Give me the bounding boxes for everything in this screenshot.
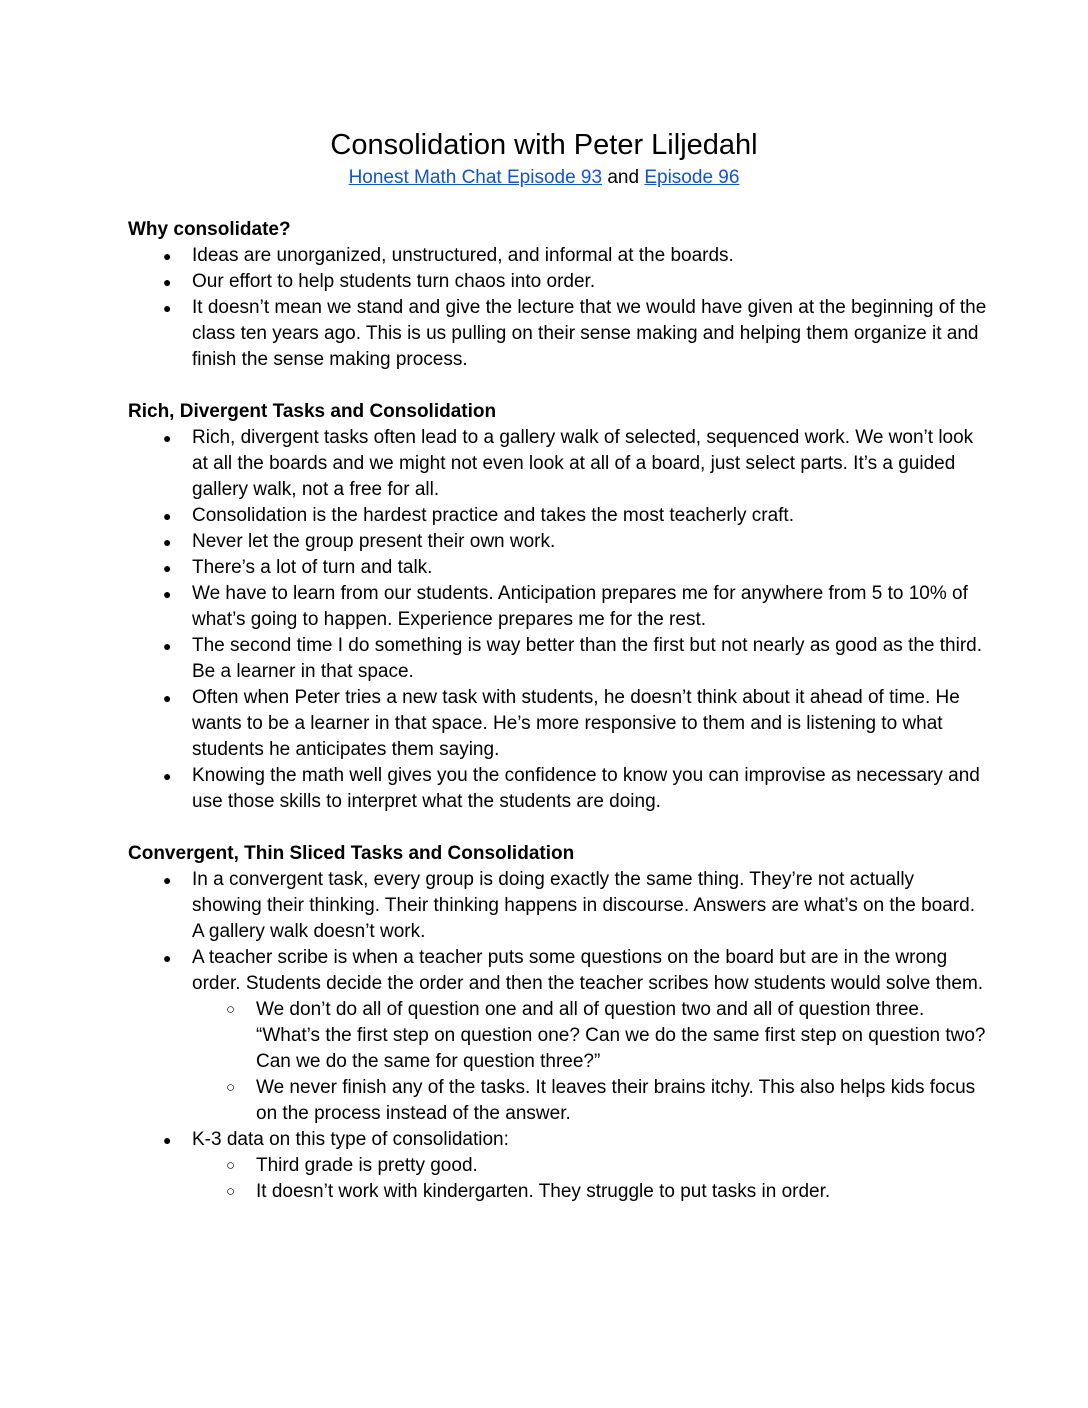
list-item-text: K-3 data on this type of consolidation:	[192, 1129, 509, 1150]
list-item: ● Never let the group present their own work.	[192, 529, 988, 555]
page-title: Consolidation with Peter Liljedahl	[330, 129, 758, 161]
list-item: ● It doesn’t mean we stand and give the lecture that we would have given at the beginning of the class ten years ago. This is us pulling on their sense making and helping them organize it and finish the sense making process.	[192, 295, 988, 373]
sub-list-item: ○ We never finish any of the tasks. It leaves their brains itchy. This also helps kids focus on the process instead of the answer.	[256, 1075, 988, 1127]
list-item: ● Our effort to help students turn chaos into order.	[192, 269, 988, 295]
episode-96-link[interactable]: Episode 96	[644, 167, 740, 188]
bullet-list	[128, 425, 988, 815]
section-heading: Rich, Divergent Tasks and Consolidation	[128, 401, 497, 422]
section-convergent-thin-sliced	[128, 841, 988, 1205]
list-item: ● There’s a lot of turn and talk.	[192, 555, 988, 581]
episode-93-link[interactable]: Honest Math Chat Episode 93	[348, 167, 603, 188]
sub-list-item: ○ It doesn’t work with kindergarten. They struggle to put tasks in order.	[256, 1179, 988, 1205]
section-why-consolidate	[128, 217, 988, 373]
list-item-text: A teacher scribe is when a teacher puts some questions on the board but are in the wrong order. Students decide the order and then the teacher scribes how students would solve them.	[192, 947, 984, 994]
list-item	[192, 945, 988, 1127]
list-item: ● Knowing the math well gives you the confidence to know you can improvise as necessary and use those skills to interpret what the students are doing.	[192, 763, 988, 815]
section-rich-divergent	[128, 399, 988, 815]
list-item: ● Often when Peter tries a new task with students, he doesn’t think about it ahead of time. He wants to be a learner in that space. He’s more responsive to them and is listening to what students he anticipates them saying.	[192, 685, 988, 763]
subtitle	[100, 165, 988, 191]
bullet-list	[128, 243, 988, 373]
sub-list-item: ○ Third grade is pretty good.	[256, 1153, 988, 1179]
list-item	[192, 1127, 988, 1205]
section-heading: Why consolidate?	[128, 219, 291, 240]
sub-bullet-list	[192, 1153, 988, 1205]
list-item: ● Rich, divergent tasks often lead to a gallery walk of selected, sequenced work. We won’t look at all the boards and we might not even look at all of a board, just select parts. It’s a guided gallery walk, not a free for all.	[192, 425, 988, 503]
list-item: ● We have to learn from our students. Anticipation prepares me for anywhere from 5 to 10% of what’s going to happen. Experience prepares me for the rest.	[192, 581, 988, 633]
sub-list-item: ○ We don’t do all of question one and all of question two and all of question three. “What’s the first step on question one? Can we do the same first step on question two? Can we do the same for question three?”	[256, 997, 988, 1075]
list-item: ● The second time I do something is way better than the first but not nearly as good as the third. Be a learner in that space.	[192, 633, 988, 685]
bullet-list	[128, 867, 988, 1205]
section-heading: Convergent, Thin Sliced Tasks and Consolidation	[128, 843, 575, 864]
subtitle-joiner: and	[602, 167, 645, 188]
list-item: ● In a convergent task, every group is doing exactly the same thing. They’re not actually showing their thinking. Their thinking happens in discourse. Answers are what’s on the board. A gallery walk doesn’t work.	[192, 867, 988, 945]
list-item: ● Ideas are unorganized, unstructured, and informal at the boards.	[192, 243, 988, 269]
list-item: ● Consolidation is the hardest practice and takes the most teacherly craft.	[192, 503, 988, 529]
sub-bullet-list	[192, 997, 988, 1127]
